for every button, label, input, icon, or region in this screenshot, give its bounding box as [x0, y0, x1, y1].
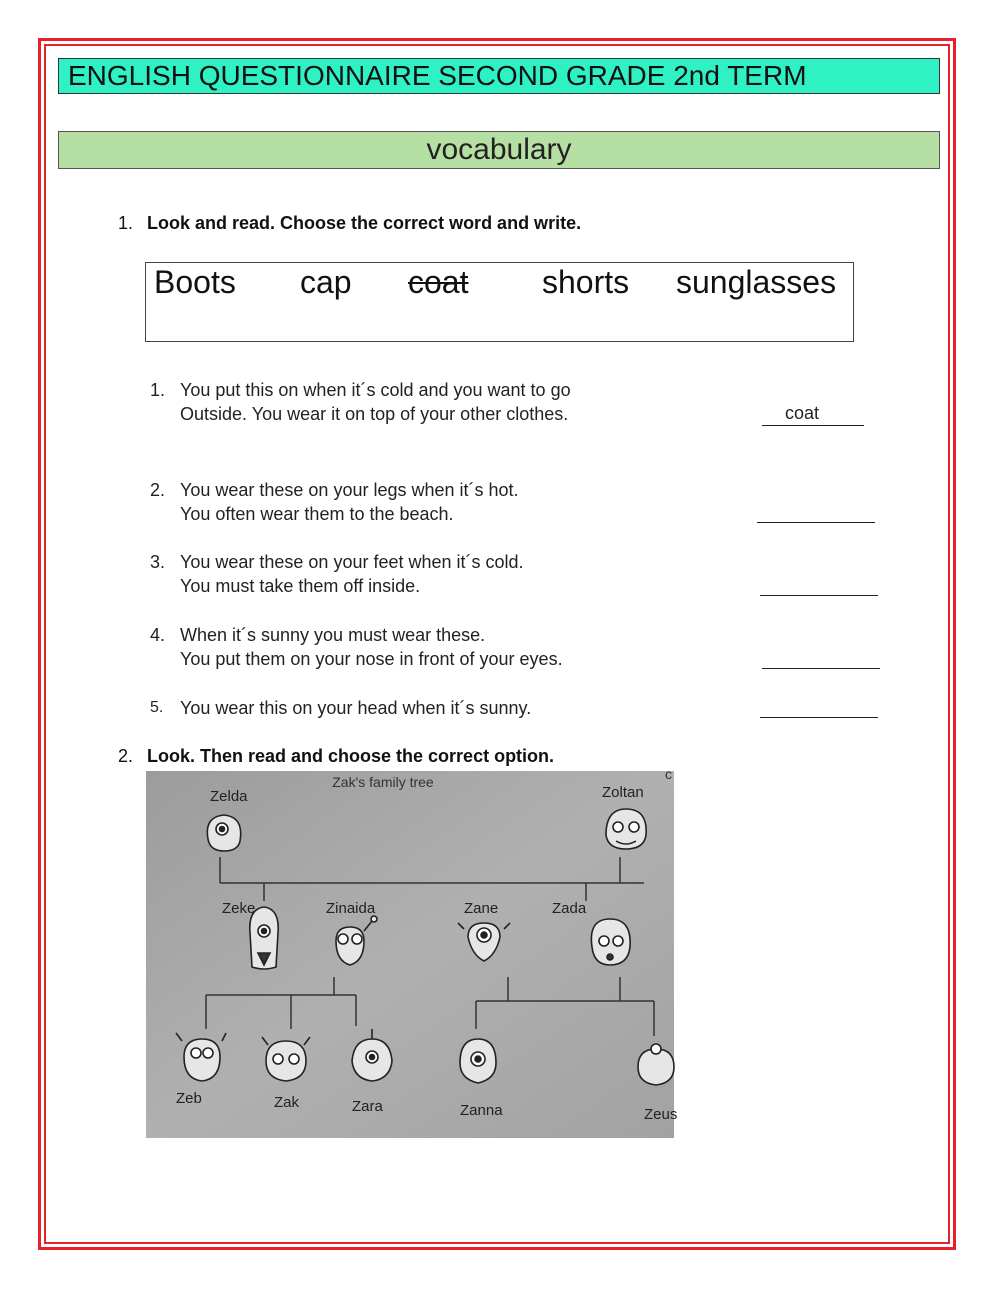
question-text: You must take them off inside. [180, 576, 421, 596]
word-bank-item: shorts [542, 264, 630, 300]
exercise-1-number: 1. [118, 213, 134, 233]
answer-blank-1[interactable] [762, 425, 864, 426]
question-text: You often wear them to the beach. [180, 504, 454, 524]
page-title: ENGLISH QUESTIONNAIRE SECOND GRADE 2nd TERM [58, 58, 940, 94]
family-tree-photo [146, 766, 678, 1138]
question-number: 5. [150, 699, 164, 716]
word-bank-item: cap [300, 264, 352, 300]
name-zinaida: Zinaida [326, 900, 376, 917]
question-text: You put this on when it´s cold and you want to go [180, 380, 571, 400]
name-zeus: Zeus [644, 1106, 678, 1123]
question-text: You put them on your nose in front of your eyes. [180, 649, 563, 669]
name-zada: Zada [552, 900, 587, 917]
answer-blank-3[interactable] [760, 595, 878, 596]
name-zoltan: Zoltan [602, 784, 644, 801]
question-text: You wear these on your legs when it´s hot. [180, 480, 519, 500]
exercise-2-number: 2. [118, 746, 134, 766]
exercise-2-instruction [118, 746, 554, 767]
tree-title: Zak's family tree [332, 774, 434, 790]
question-text: When it´s sunny you must wear these. [180, 625, 486, 645]
word-bank [145, 262, 854, 342]
answer-1-text[interactable]: coat [785, 403, 820, 423]
exercise-1-instruction [118, 213, 581, 234]
answer-blank-4[interactable] [762, 668, 880, 669]
question-number: 2. [150, 480, 166, 500]
section-heading: vocabulary [58, 131, 940, 169]
name-zelda: Zelda [210, 788, 248, 805]
word-bank-item: sunglasses [676, 264, 837, 300]
monster-zada-icon [591, 919, 630, 965]
name-zak: Zak [274, 1094, 300, 1111]
question-number: 4. [150, 625, 166, 645]
family-tree-diagram [146, 766, 678, 1138]
question-text: You wear these on your feet when it´s cold. [180, 552, 524, 572]
word-bank-item: Boots [154, 264, 236, 300]
exercise-2-text: Look. Then read and choose the correct option. [147, 746, 555, 766]
answer-blank-2[interactable] [757, 522, 875, 523]
monster-zanna-icon [460, 1039, 496, 1083]
name-zane: Zane [464, 900, 499, 917]
question-text: You wear this on your head when it´s sunny. [180, 698, 532, 718]
name-zeb: Zeb [176, 1090, 202, 1107]
exercise-1-text: Look and read. Choose the correct word and write. [147, 213, 582, 233]
word-bank-item-used: coat [408, 264, 469, 300]
question-text: Outside. You wear it on top of your other clothes. [180, 404, 569, 424]
name-zanna: Zanna [460, 1102, 503, 1119]
monster-zelda-icon [207, 815, 240, 851]
question-number: 1. [150, 380, 166, 400]
answer-blank-5[interactable] [760, 717, 878, 718]
question-number: 3. [150, 552, 166, 572]
corner-mark: c [665, 766, 672, 782]
name-zara: Zara [352, 1098, 383, 1115]
name-zeke: Zeke [222, 900, 256, 917]
monster-zoltan-icon [606, 809, 646, 849]
